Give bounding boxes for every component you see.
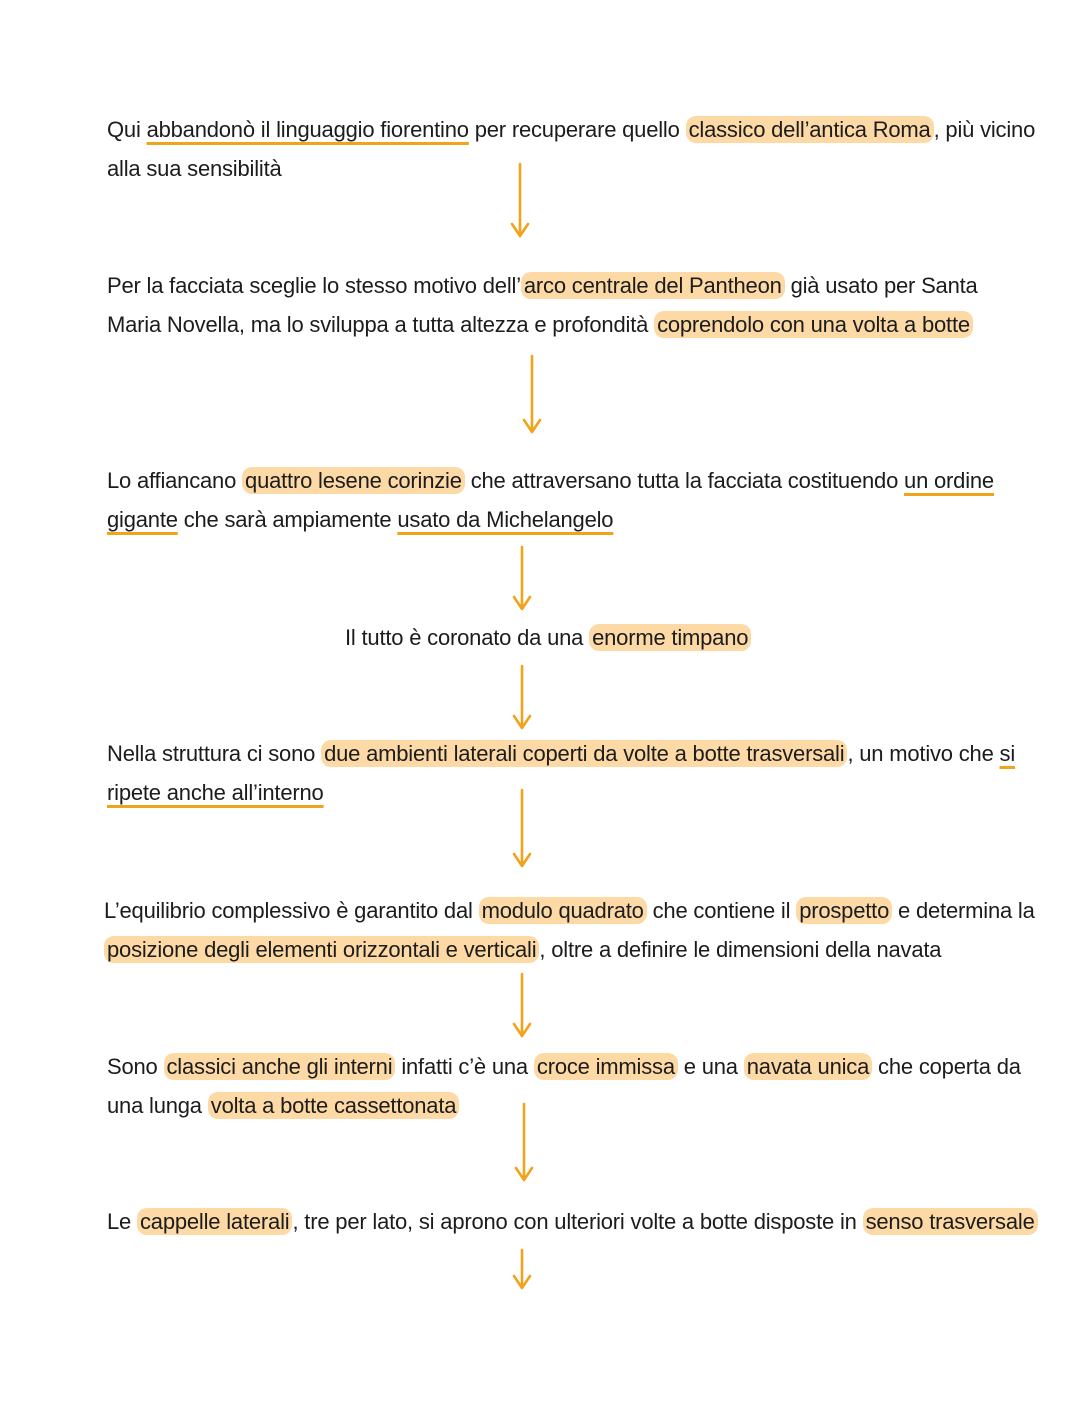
down-arrow-icon [520,352,544,436]
down-arrow-icon [508,160,532,240]
highlighted-text: enorme timpano [589,624,751,651]
note-text: L’equilibrio complessivo è garantito dal [104,898,479,923]
note-paragraph [345,618,751,657]
note-line [107,266,978,305]
highlighted-text: quattro lesene corinzie [242,467,465,494]
note-text: Per la facciata sceglie lo stesso motivo dell’ [107,273,521,298]
note-line [107,305,978,344]
down-arrow-icon [510,970,534,1040]
underlined-text: si [999,741,1016,766]
note-text: per recuperare quello [468,117,686,142]
note-line [107,773,1015,812]
note-paragraph [107,1047,1021,1125]
highlighted-text: prospetto [796,897,892,924]
down-arrow-icon [510,543,534,613]
highlighted-text: croce immissa [534,1053,678,1080]
down-arrow-icon [510,662,534,732]
note-paragraph [107,734,1015,812]
note-paragraph [107,1202,1038,1241]
underlined-text: usato da Michelangelo [397,507,614,532]
note-line [107,734,1015,773]
note-text: infatti c’è una [395,1054,534,1079]
note-text: e determina la [892,898,1035,923]
highlighted-text: cappelle laterali [137,1208,292,1235]
note-text: già usato per Santa [784,273,978,298]
note-paragraph [104,891,1035,969]
note-text: Sono [107,1054,164,1079]
note-line [107,149,1035,188]
note-text: e una [677,1054,744,1079]
note-text: Le [107,1209,137,1234]
underlined-text: gigante [107,507,178,532]
down-arrow-icon [510,1246,534,1292]
highlighted-text: navata unica [744,1053,872,1080]
note-line [104,930,1035,969]
note-text: che attraversano tutta la facciata costituendo [464,468,905,493]
note-paragraph [107,110,1035,188]
underlined-text: abbandonò il linguaggio fiorentino [146,117,469,142]
note-line [107,461,994,500]
note-line [104,891,1035,930]
highlighted-text: coprendolo con una volta a botte [654,311,973,338]
highlighted-text: classici anche gli interni [164,1053,396,1080]
note-text: una lunga [107,1093,208,1118]
highlighted-text: due ambienti laterali coperti da volte a botte trasversali [321,740,847,767]
note-text: Nella struttura ci sono [107,741,322,766]
note-text: , più vicino [933,117,1036,142]
note-text: , tre per lato, si aprono con ulteriori volte a botte disposte in [292,1209,863,1234]
note-text: Lo affiancano [107,468,243,493]
note-line [107,500,994,539]
note-text: , un motivo che [847,741,1000,766]
highlighted-text: classico dell’antica Roma [686,116,934,143]
note-text: , oltre a definire le dimensioni della navata [539,937,942,962]
note-text: Maria Novella, ma lo sviluppa a tutta altezza e profondità [107,312,655,337]
note-line [107,110,1035,149]
down-arrow-icon [512,1100,536,1184]
note-paragraph [107,266,978,344]
note-paragraph [107,461,994,539]
note-text: Il tutto è coronato da una [345,625,590,650]
note-text: Qui [107,117,147,142]
underlined-text: un ordine [904,468,994,493]
highlighted-text: modulo quadrato [479,897,647,924]
highlighted-text: posizione degli elementi orizzontali e verticali [104,936,539,963]
note-line [107,1202,1038,1241]
note-text: che contiene il [646,898,797,923]
note-line [345,618,751,657]
down-arrow-icon [510,786,534,870]
note-line [107,1047,1021,1086]
highlighted-text: arco centrale del Pantheon [521,272,785,299]
note-text: alla sua sensibilità [107,156,282,181]
note-text: che coperta da [872,1054,1021,1079]
underlined-text: ripete anche all’interno [107,780,324,805]
highlighted-text: senso trasversale [863,1208,1038,1235]
note-line [107,1086,1021,1125]
highlighted-text: volta a botte cassettonata [208,1092,460,1119]
note-text: che sarà ampiamente [177,507,398,532]
